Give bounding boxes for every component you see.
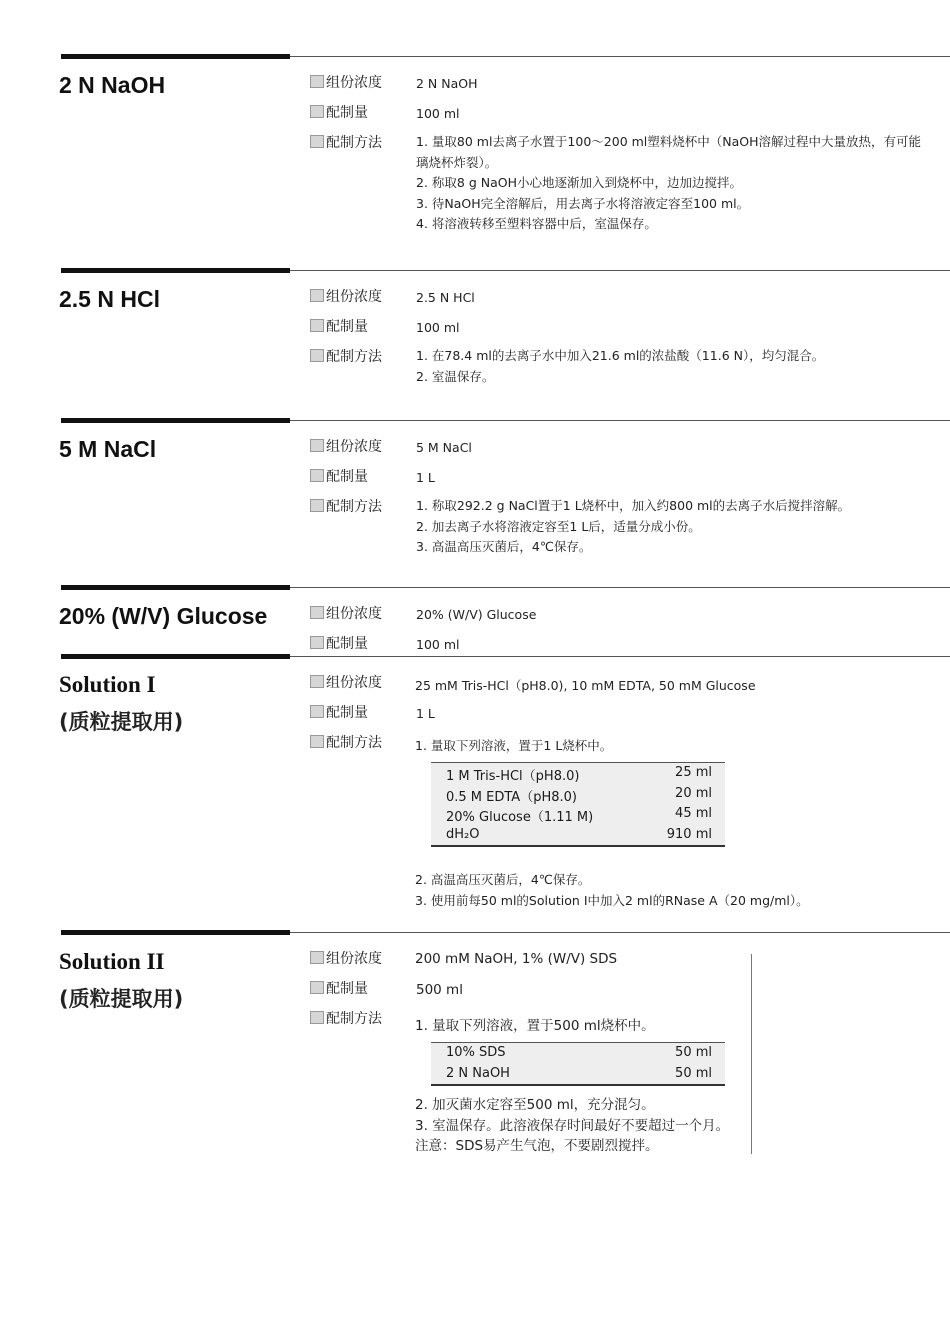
reagent-name: 1 M Tris-HCl（pH8.0) (446, 769, 580, 784)
method-step: 1. 量取80 ml去离子水置于100～200 ml塑料烧杯中（NaOH溶解过程中大量放热，有可能 (416, 134, 922, 149)
table-row (431, 763, 725, 784)
label-method: 配制方法 (310, 132, 382, 152)
section-divider-thick (61, 268, 290, 273)
table-row (431, 1064, 725, 1085)
reagent-volume: 25 ml (675, 765, 712, 780)
method-step: 1. 在78.4 ml的去离子水中加入21.6 ml的浓盐酸（11.6 N），均匀混合。 (416, 348, 825, 363)
method-step: 璃烧杯炸裂）。 (416, 154, 498, 170)
method-step: 2. 加灭菌水定容至500 ml，充分混匀。 (415, 1097, 655, 1113)
reagent-name: dH₂O (446, 826, 480, 842)
recipe-table (431, 762, 725, 847)
label-amount: 配制量 (310, 102, 368, 122)
method-step: 2. 加去离子水将溶液定容至1 L后，适量分成小份。 (416, 518, 701, 534)
method-step: 3. 待NaOH完全溶解后，用去离子水将溶液定容至100 ml。 (416, 195, 750, 211)
label-amount: 配制量 (310, 702, 368, 722)
reagent-volume: 20 ml (675, 785, 712, 801)
section-divider-thick (61, 930, 290, 935)
reagent-volume: 45 ml (675, 806, 712, 821)
label-method: 配制方法 (310, 496, 382, 516)
section-divider-thin (290, 656, 950, 657)
section-divider-thin (290, 270, 950, 271)
method-step: 2. 室温保存。 (416, 368, 495, 384)
checkbox-icon (310, 981, 324, 994)
label-amount: 配制量 (310, 316, 368, 336)
section-title: 2 N NaOH (59, 72, 166, 98)
section-title: 2.5 N HCl (59, 286, 160, 312)
reagent-volume: 910 ml (666, 826, 712, 842)
method-step: 3. 高温高压灭菌后，4℃保存。 (416, 539, 592, 554)
method-steps (416, 132, 950, 235)
checkbox-icon (310, 1011, 324, 1024)
section-title: 5 M NaCl (59, 436, 157, 462)
method-step: 2. 高温高压灭菌后，4℃保存。 (415, 872, 591, 887)
label-concentration: 组份浓度 (310, 72, 382, 92)
label-amount: 配制量 (310, 633, 368, 653)
section-divider-thick (61, 418, 290, 423)
label-concentration: 组份浓度 (310, 436, 382, 456)
amount-value: 500 ml (416, 982, 463, 998)
checkbox-icon (310, 951, 324, 964)
method-step: 3. 室温保存。此溶液保存时间最好不要超过一个月。 (415, 1117, 730, 1134)
amount-value: 100 ml (416, 320, 460, 335)
checkbox-icon (310, 289, 324, 302)
method-step: 3. 使用前每50 ml的Solution I中加入2 ml的RNase A（20 mg/ml）。 (415, 892, 809, 908)
checkbox-icon (310, 606, 324, 619)
method-steps (415, 870, 949, 911)
checkbox-icon (310, 735, 324, 748)
reagent-volume: 50 ml (675, 1065, 712, 1081)
reagent-volume: 50 ml (675, 1045, 712, 1060)
concentration-value: 20% (W/V) Glucose (416, 607, 537, 622)
amount-value: 100 ml (416, 637, 460, 652)
table-row (431, 804, 725, 825)
section-subtitle: (质粒提取用) (59, 710, 184, 734)
concentration-value: 2 N NaOH (416, 76, 478, 91)
label-method: 配制方法 (310, 1008, 382, 1028)
method-steps (416, 346, 950, 387)
method-step: 注意：SDS易产生气泡，不要剧烈搅拌。 (415, 1138, 659, 1154)
section-divider-thin (290, 587, 950, 588)
checkbox-icon (310, 319, 324, 332)
section-divider-thick (61, 585, 290, 590)
section-divider-thin (290, 420, 950, 421)
section-subtitle: (质粒提取用) (59, 987, 184, 1011)
checkbox-icon (310, 105, 324, 118)
method-steps (415, 1095, 949, 1157)
reagent-name: 20% Glucose（1.11 M) (446, 810, 594, 825)
table-row (431, 784, 725, 805)
method-steps (416, 496, 950, 558)
section-divider-thick (61, 654, 290, 659)
reagent-name: 2 N NaOH (446, 1065, 510, 1081)
section-title: Solution II (59, 949, 165, 974)
label-amount: 配制量 (310, 466, 368, 486)
method-step: 4. 将溶液转移至塑料容器中后，室温保存。 (416, 216, 657, 231)
amount-value: 1 L (416, 470, 435, 485)
method-step: 2. 称取8 g NaOH小心地逐渐加入到烧杯中，边加边搅拌。 (416, 175, 742, 190)
table-row (431, 1043, 725, 1064)
method-step: 1. 量取下列溶液，置于1 L烧杯中。 (415, 738, 613, 753)
label-concentration: 组份浓度 (310, 603, 382, 623)
checkbox-icon (310, 705, 324, 718)
recipe-table (431, 1042, 725, 1086)
table-row (431, 825, 725, 846)
section-divider-thin (290, 932, 950, 933)
section-divider-thin (290, 56, 950, 57)
label-concentration: 组份浓度 (310, 948, 382, 968)
section-title: 20% (W/V) Glucose (59, 603, 268, 629)
reagent-name: 10% SDS (446, 1045, 506, 1060)
concentration-value: 5 M NaCl (416, 440, 472, 455)
checkbox-icon (310, 469, 324, 482)
checkbox-icon (310, 636, 324, 649)
checkbox-icon (310, 349, 324, 362)
checkbox-icon (310, 439, 324, 452)
amount-value: 100 ml (416, 106, 460, 121)
label-concentration: 组份浓度 (310, 286, 382, 306)
label-amount: 配制量 (310, 978, 368, 998)
label-method: 配制方法 (310, 346, 382, 366)
checkbox-icon (310, 499, 324, 512)
reagent-name: 0.5 M EDTA（pH8.0) (446, 789, 577, 805)
section-divider-thick (61, 54, 290, 59)
label-concentration: 组份浓度 (310, 672, 382, 692)
method-step: 1. 量取下列溶液，置于500 ml烧杯中。 (415, 1018, 655, 1034)
concentration-value: 25 mM Tris-HCl（pH8.0), 10 mM EDTA, 50 mM Glucose (415, 678, 756, 693)
amount-value: 1 L (416, 706, 435, 721)
label-method: 配制方法 (310, 732, 382, 752)
concentration-value: 200 mM NaOH, 1% (W/V) SDS (415, 951, 618, 967)
checkbox-icon (310, 135, 324, 148)
section-title: Solution I (59, 672, 156, 697)
concentration-value: 2.5 N HCl (416, 290, 475, 305)
checkbox-icon (310, 675, 324, 688)
checkbox-icon (310, 75, 324, 88)
method-step: 1. 称取292.2 g NaCl置于1 L烧杯中，加入约800 ml的去离子水后搅拌溶解。 (416, 498, 851, 513)
